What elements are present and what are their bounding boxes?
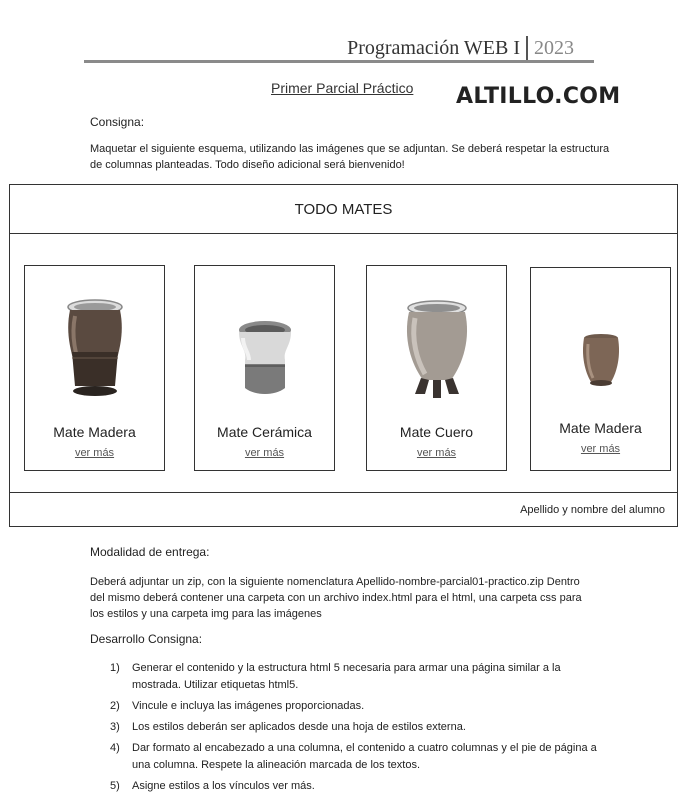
list-item <box>110 698 610 715</box>
product-card <box>366 265 507 471</box>
mockup-footer: Apellido y nombre del alumno <box>10 492 677 526</box>
entrega-label: Modalidad de entrega: <box>90 545 210 559</box>
watermark-logo: ALTILLO.COM <box>456 84 621 109</box>
list-number: 4) <box>110 742 120 754</box>
desarrollo-list <box>110 660 610 799</box>
ver-mas-link[interactable]: ver más <box>416 447 457 459</box>
product-name: Mate Madera <box>559 420 642 436</box>
product-name: Mate Madera <box>53 424 136 440</box>
product-card <box>24 265 165 471</box>
product-card <box>530 267 671 471</box>
list-number: 2) <box>110 700 120 712</box>
list-text: Generar el contenido y la estructura html 5 necesaria para armar una página similar a la mostrada. Utilizar etiquetas html5. <box>132 662 561 691</box>
ceramic-mate-image <box>205 294 325 412</box>
list-number: 1) <box>110 662 120 674</box>
ver-mas-link[interactable]: ver más <box>580 443 621 455</box>
list-number: 5) <box>110 780 120 792</box>
list-text: Vincule e incluya las imágenes proporcionadas. <box>132 700 365 712</box>
list-item <box>110 740 610 774</box>
document-header <box>347 36 574 60</box>
list-number: 3) <box>110 721 120 733</box>
list-item <box>110 719 610 736</box>
layout-mockup <box>9 184 678 527</box>
consigna-text: Maquetar el siguiente esquema, utilizando las imágenes que se adjuntan. Se deberá respetar la estructura de columnas planteadas. Todo diseño adicional será bienvenido! <box>90 143 610 171</box>
product-card <box>194 265 335 471</box>
wooden-mate-image <box>35 294 155 412</box>
ver-mas-link[interactable]: ver más <box>244 447 285 459</box>
header-separator <box>526 36 528 60</box>
mockup-header: TODO MATES <box>10 185 677 234</box>
course-year: 2023 <box>534 36 574 59</box>
product-name: Mate Cerámica <box>217 424 312 440</box>
desarrollo-label: Desarrollo Consigna: <box>90 632 203 646</box>
exam-subtitle: Primer Parcial Práctico <box>271 80 414 96</box>
course-title: Programación WEB I <box>347 36 520 59</box>
list-item <box>110 778 610 795</box>
list-text: Asigne estilos a los vínculos ver más. <box>132 780 315 792</box>
ver-mas-link[interactable]: ver más <box>74 447 115 459</box>
leather-mate-image <box>377 294 497 412</box>
list-item <box>110 660 610 694</box>
small-wooden-mate-image <box>541 296 661 414</box>
header-rule <box>84 60 594 63</box>
consigna-label: Consigna: <box>90 115 145 129</box>
list-text: Dar formato al encabezado a una columna, el contenido a cuatro columnas y el pie de página a una columna. Respete la alineación marcada de los textos. <box>132 742 597 771</box>
product-name: Mate Cuero <box>399 424 474 440</box>
entrega-text: Deberá adjuntar un zip, con la siguiente nomenclatura Apellido-nombre-parcial01-practico.zip Dentro del mismo deberá contener una carpeta con un archivo index.html para el html, una carpeta css para los estilos y una carpeta img para las imágenes <box>90 576 582 620</box>
list-text: Los estilos deberán ser aplicados desde una hoja de estilos externa. <box>132 721 466 733</box>
